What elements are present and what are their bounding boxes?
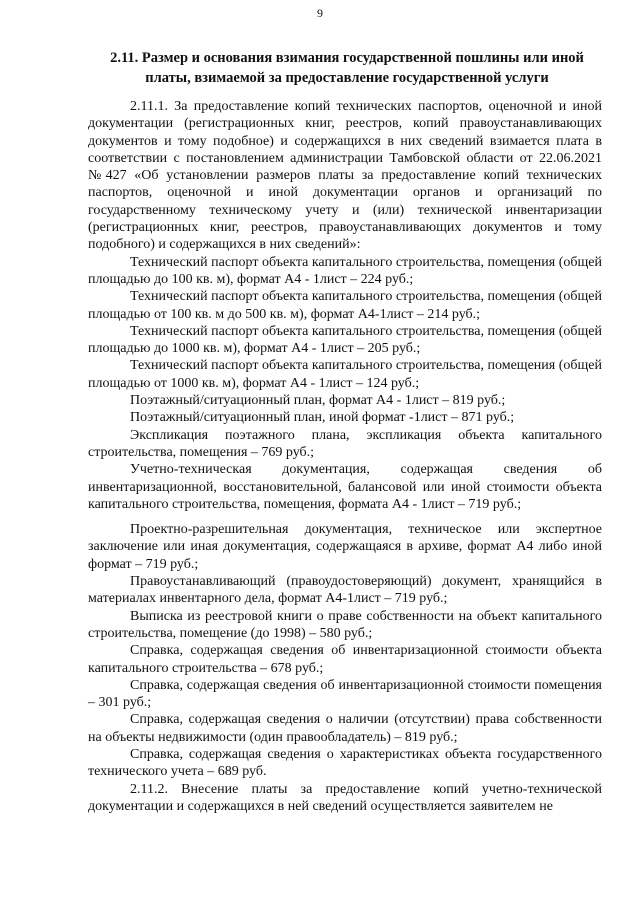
section-body: [88, 98, 602, 815]
paragraph-item: Поэтажный/ситуационный план, формат А4 - 1лист – 819 руб.;: [130, 393, 506, 409]
paragraph-item: Экспликация поэтажного плана, экспликация объекта капитального строительства, помещения – 769 руб.;: [88, 427, 602, 460]
page-number: 9: [317, 6, 323, 20]
paragraph-item: Поэтажный/ситуационный план, иной формат -1лист – 871 руб.;: [130, 410, 515, 426]
paragraph-item: Проектно-разрешительная документация, техническое или экспертное заключение или иная документация, содержащаяся в архиве, формат А4 либо иной формат – 719 руб.;: [88, 522, 602, 572]
paragraph-item: Технический паспорт объекта капитального строительства, помещения (общей площадью от 1000 кв. м), формат А4 - 1лист – 124 руб.;: [88, 358, 602, 391]
paragraph-intro: 2.11.1. За предоставление копий технических паспортов, оценочной и иной документации (регистрационных книг, реестров, копий правоустанавливающих документов и тому подобное) и содержащихся в них сведений взимается плата в соответствии с постановлением администрации Тамбовской области от 22.06.2021 №427 «Об установлении размеров платы за предоставление копий технических паспортов, оценочной и иной документации органов и организаций по государственному техническому учету и (или) технической инвентаризации (регистрационных книг, реестров, правоустанавливающих документов и тому подобного) и содержащихся в них сведений»:: [88, 99, 602, 253]
paragraph-item: Технический паспорт объекта капитального строительства, помещения (общей площадью до 1000 кв. м), формат А4 - 1лист – 205 руб.;: [88, 323, 602, 357]
paragraph-item: Правоустанавливающий (правоудостоверяющий) документ, хранящийся в материалах инвентарного дела, формат А4-1лист – 719 руб.;: [88, 574, 602, 607]
paragraph-item: Справка, содержащая сведения об инвентаризационной стоимости объекта капитального строительства – 678 руб.;: [88, 643, 602, 676]
paragraph-item: Справка, содержащая сведения о характеристиках объекта государственного технического учета – 689 руб.: [88, 746, 602, 780]
paragraph-item: Справка, содержащая сведения об инвентаризационной стоимости помещения – 301 руб.;: [88, 677, 602, 711]
paragraph-item: Технический паспорт объекта капитального строительства, помещения (общей площадью от 100 кв. м до 500 кв. м), формат А4-1лист – 214 руб.;: [88, 289, 602, 322]
paragraph-item: Справка, содержащая сведения о наличии (отсутствии) права собственности на объекты недвижимости (один правообладатель) – 819 руб.;: [88, 712, 602, 745]
paragraph-item: Технический паспорт объекта капитального строительства, помещения (общей площадью до 100 кв. м), формат А4 - 1лист – 224 руб.;: [88, 254, 602, 287]
paragraph-item: Выписка из реестровой книги о праве собственности на объект капитального строительства, помещение (до 1998) – 580 руб.;: [88, 608, 602, 641]
paragraph-clause: 2.11.2. Внесение платы за предоставление копий учетно-технической документации и содержащихся в ней сведений осуществляется заявителем не: [88, 781, 602, 814]
paragraph-item: Учетно-техническая документация, содержащая сведения об инвентаризационной, восстановительной, балансовой или иной стоимости объекта капитального строительства, помещения, формата А4 - 1лист – 719 руб.;: [88, 462, 602, 512]
section-heading: 2.11. Размер и основания взимания государственной пошлины или иной платы, взимаемой за предоставление государственной услуги: [110, 50, 584, 86]
